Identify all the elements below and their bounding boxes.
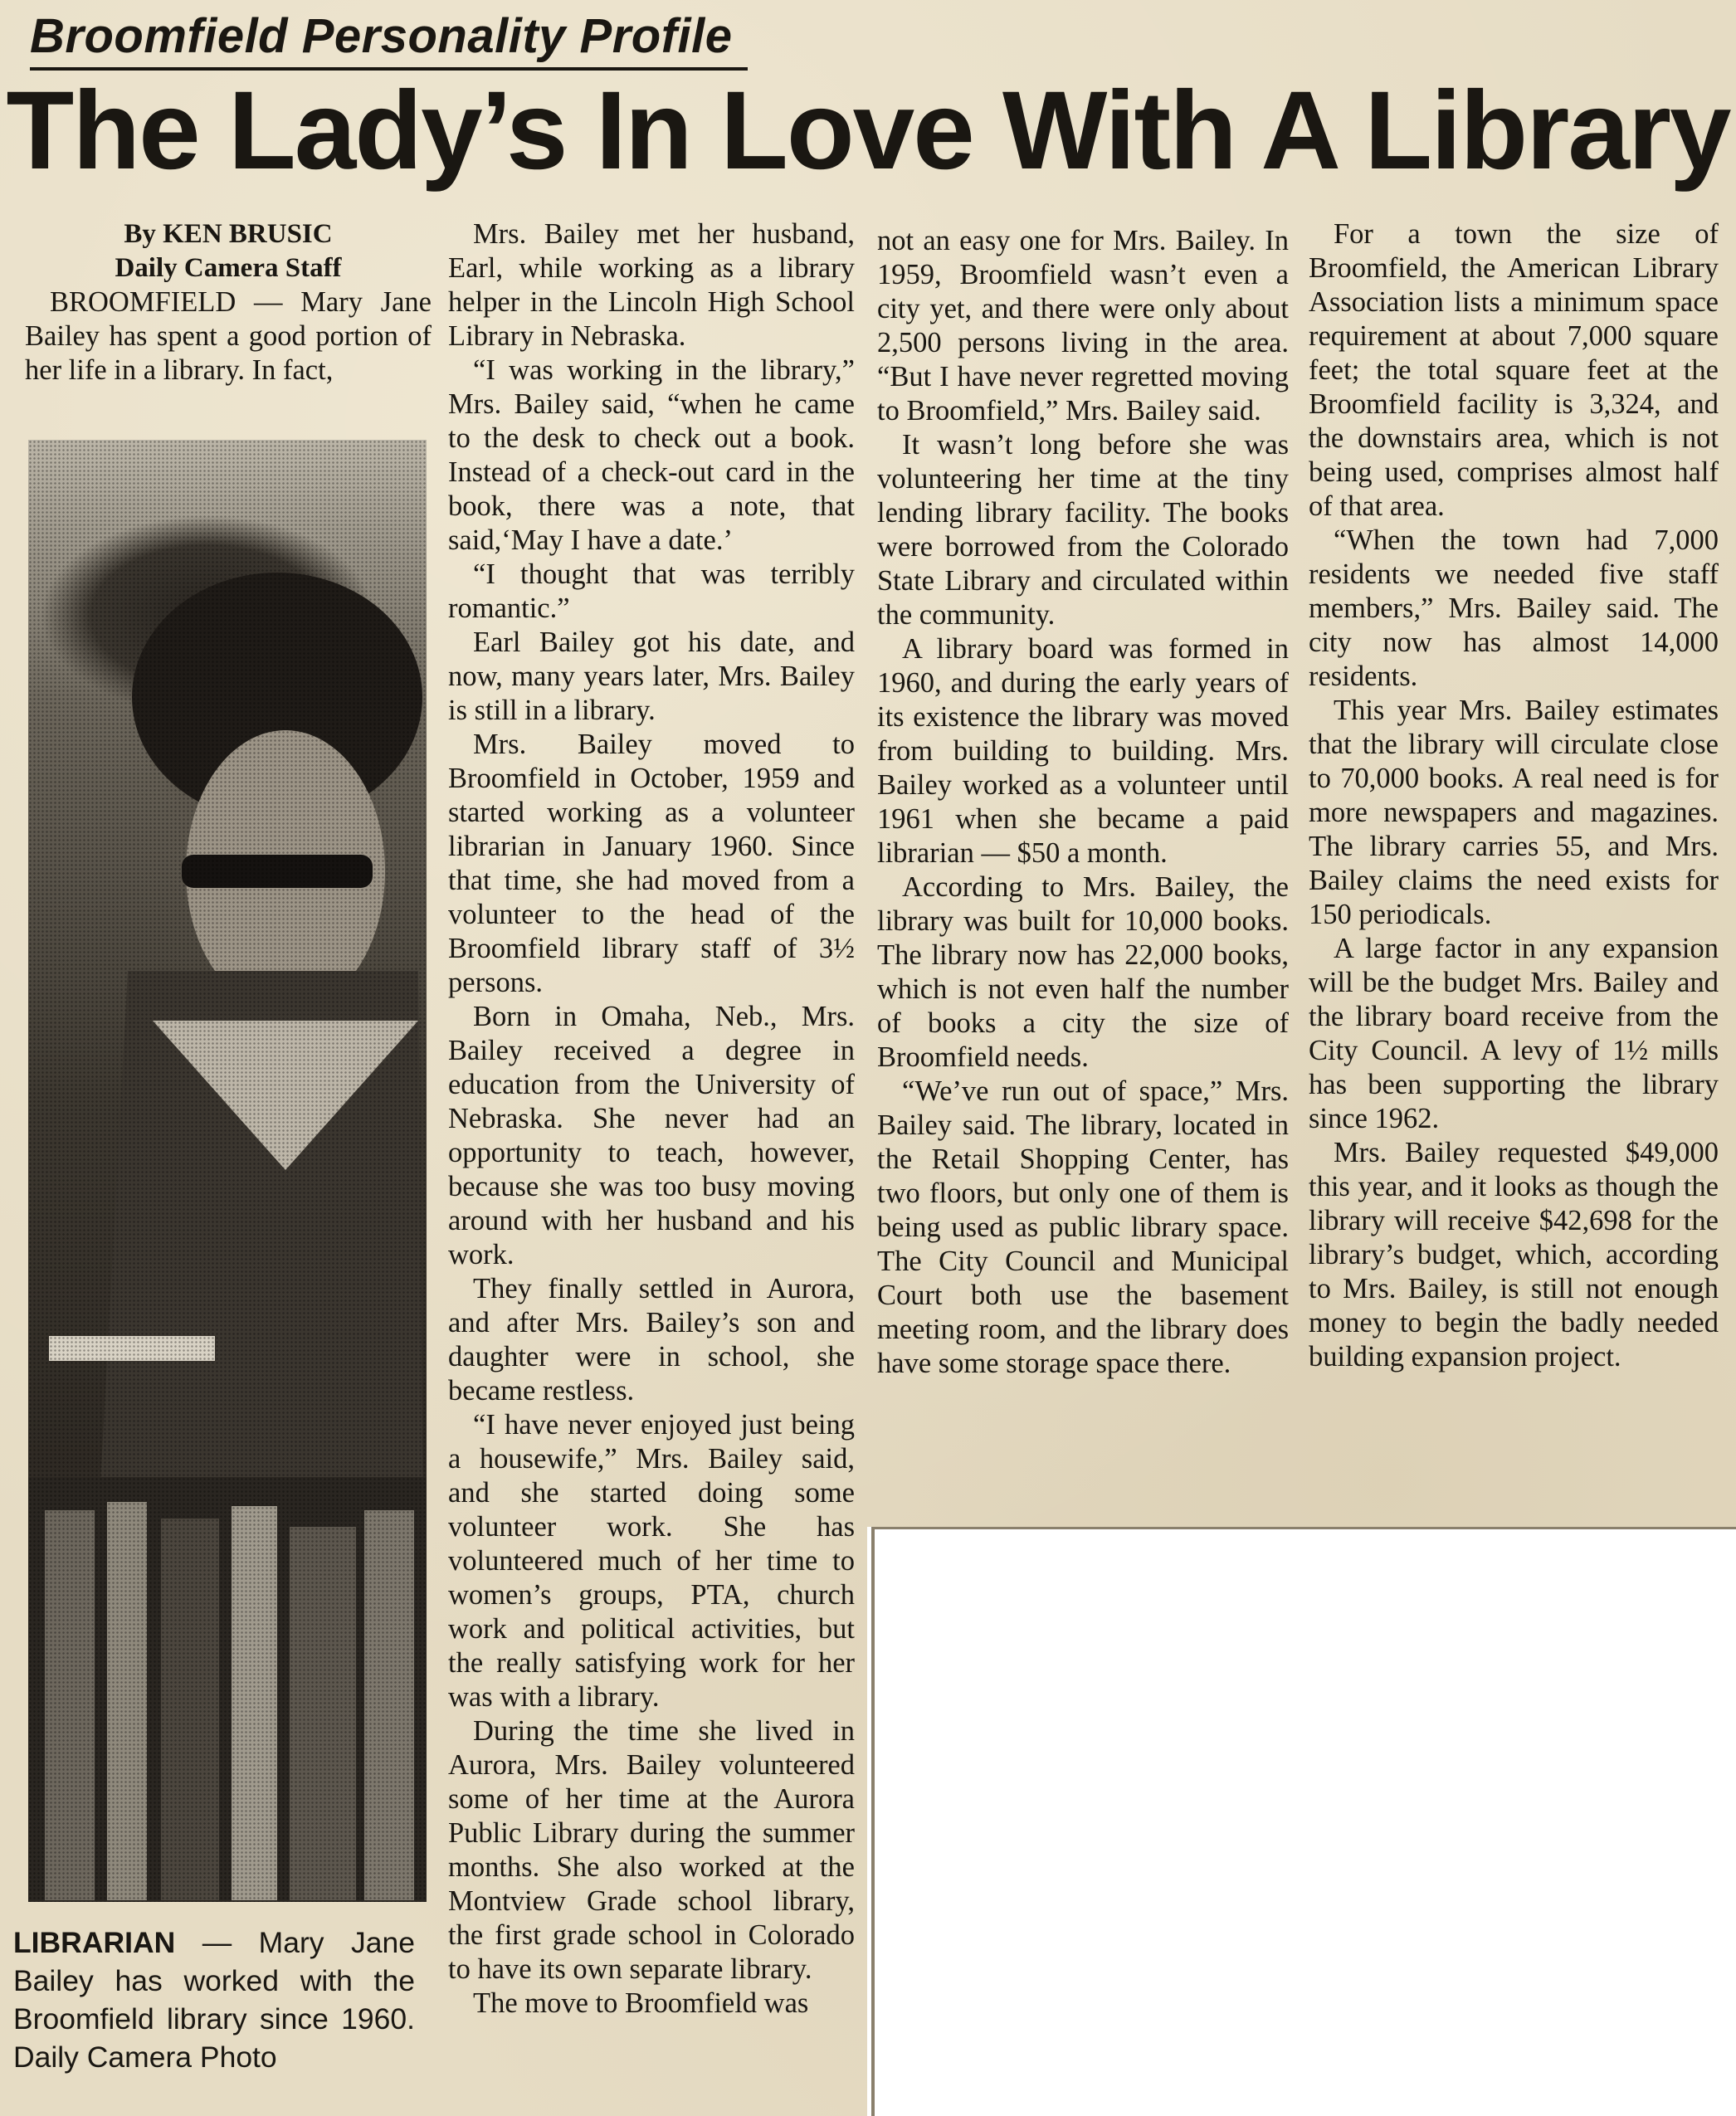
column-3	[877, 224, 1289, 1381]
paragraph: It wasn’t long before she was volunteering her time at the tiny lending library facility. The books were borrowed from the Colorado State Library and circulated within the community.	[877, 429, 1289, 631]
paragraph: Mrs. Bailey met her husband, Earl, while working as a library helper in the Lincoln High School Library in Nebraska.	[448, 218, 855, 352]
paragraph: During the time she lived in Aurora, Mrs. Bailey volunteered some of her time at the Aurora Public Library during the summer months. She also worked at the Montview Grade school library, the first grade school in Colorado to have its own separate library.	[448, 1715, 855, 1985]
paragraph: A library board was formed in 1960, and during the early years of its existence the library was moved from building to building. Mrs. Bailey worked as a volunteer until 1961 when she became a paid librarian — $50 a month.	[877, 633, 1289, 869]
paragraph: not an easy one for Mrs. Bailey. In 1959, Broomfield wasn’t even a city yet, and there were only about 2,500 persons living in the area. “But I have never regretted moving to Broomfield,” Mrs. Bailey said.	[877, 225, 1289, 427]
section-kicker: Broomfield Personality Profile	[30, 8, 748, 71]
paragraph: Born in Omaha, Neb., Mrs. Bailey received a degree in education from the University of Nebraska. She never had an opportunity to teach, however, because she was too busy moving around with her husband and his work.	[448, 1001, 855, 1270]
byline-author: By KEN BRUSIC	[124, 219, 333, 249]
paragraph: Mrs. Bailey moved to Broomfield in October, 1959 and started working as a volunteer librarian in January 1960. Since that time, she had moved from a volunteer to the head of the Broomfield library staff of 3½ persons.	[448, 729, 855, 998]
paragraph: They finally settled in Aurora, and after Mrs. Bailey’s son and daughter were in school, she became restless.	[448, 1273, 855, 1407]
caption-lead: LIBRARIAN	[13, 1926, 176, 1959]
column-2	[448, 217, 855, 2021]
byline-staff: Daily Camera Staff	[115, 253, 342, 283]
paragraph: Earl Bailey got his date, and now, many years later, Mrs. Bailey is still in a library.	[448, 627, 855, 726]
paragraph: Mrs. Bailey requested $49,000 this year, and it looks as though the library will receive $42,698 for the library’s budget, which, according to Mrs. Bailey, is still not enough money to begin the badly needed building expansion project.	[1309, 1137, 1719, 1372]
paragraph: “I thought that was terribly romantic.”	[448, 558, 855, 624]
librarian-photo	[28, 440, 427, 1902]
paragraph: According to Mrs. Bailey, the library was built for 10,000 books. The library now has 22,000 books, which is not even half the number of books a city the size of Broomfield needs.	[877, 871, 1289, 1073]
paragraph: “When the town had 7,000 residents we needed five staff members,” Mrs. Bailey said. The city now has almost 14,000 residents.	[1309, 524, 1719, 692]
paragraph: “I have never enjoyed just being a housewife,” Mrs. Bailey said, and she started doing some volunteer work. She has volunteered much of her time to women’s groups, PTA, church work and political activities, but the really satisfying work for her was with a library.	[448, 1409, 855, 1713]
clipping-edge	[871, 1528, 875, 2116]
paragraph: For a town the size of Broomfield, the American Library Association lists a minimum space requirement at about 7,000 square feet; the total square feet at the Broomfield facility is 3,324, and the downstairs area, which is not being used, comprises almost half of that area.	[1309, 218, 1719, 522]
column-1	[25, 217, 432, 388]
article-lead-paragraph: BROOMFIELD — Mary Jane Bailey has spent a good portion of her life in a library. In fact,	[25, 286, 432, 386]
clipping-edge	[871, 1527, 1736, 1529]
headline: The Lady’s In Love With A Library	[6, 69, 1730, 193]
column-4	[1309, 217, 1719, 1374]
caption-text: — Mary Jane Bailey has worked with the Broomfield library since 1960. Daily Camera Photo	[13, 1926, 415, 2074]
paragraph: This year Mrs. Bailey estimates that the library will circulate close to 70,000 books. A real need is for more newspapers and magazines. The library carries 55, and Mrs. Bailey claims the need exists for 150 periodicals.	[1309, 695, 1719, 930]
paragraph: A large factor in any expansion will be the budget Mrs. Bailey and the library board receive from the City Council. A levy of 1½ mills has been supporting the library since 1962.	[1309, 933, 1719, 1134]
paragraph: “We’ve run out of space,” Mrs. Bailey said. The library, located in the Retail Shopping Center, has two floors, but only one of them is being used as public library space. The City Council and Municipal Court both use the basement meeting room, and the library does have some storage space there.	[877, 1075, 1289, 1379]
photo-caption	[13, 1923, 415, 2076]
person-with-books-icon	[28, 440, 427, 1902]
paragraph: “I was working in the library,” Mrs. Bailey said, “when he came to the desk to check out a book. Instead of a check-out card in the book, there was a note, that said,‘May I have a date.’	[448, 354, 855, 556]
paragraph: The move to Broomfield was	[473, 1987, 809, 2019]
